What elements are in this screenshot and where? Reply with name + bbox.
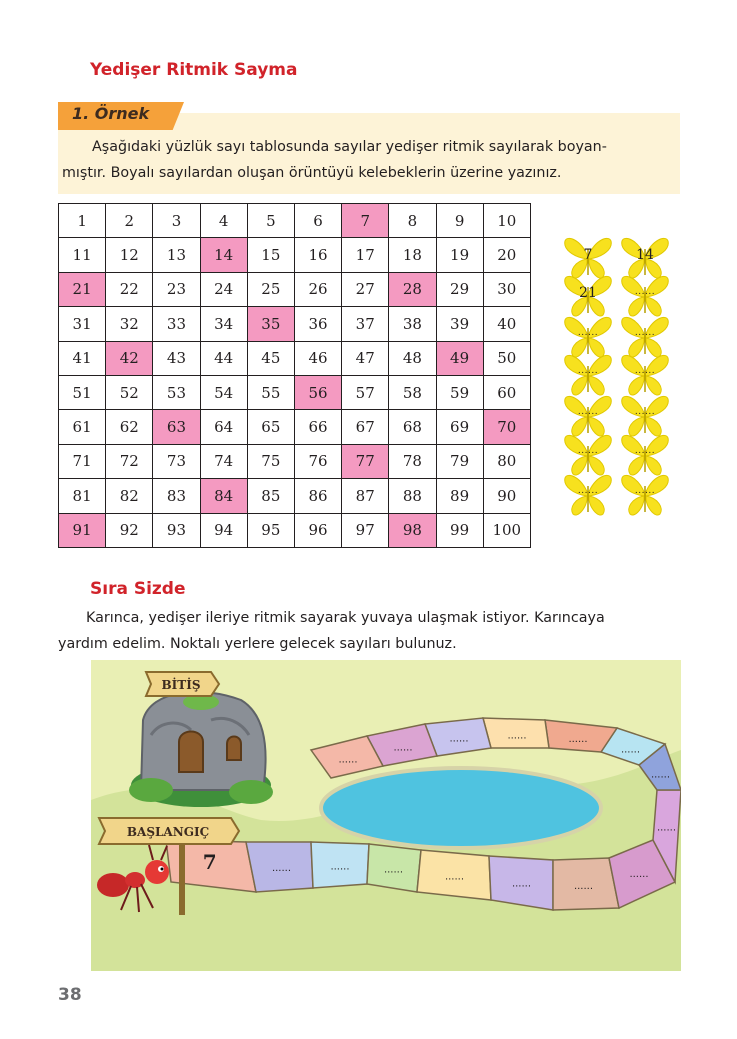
butterfly-value: ...... [634,328,656,338]
table-cell: 54 [200,375,247,409]
butterfly-value: ...... [634,446,656,456]
path-tile-value: ...... [568,734,588,745]
highlighted-cell: 77 [342,444,389,478]
table-cell: 19 [436,238,483,272]
table-cell: 44 [200,341,247,375]
table-cell: 83 [153,479,200,513]
table-cell: 85 [247,479,294,513]
table-cell: 61 [59,410,106,444]
butterfly [563,352,613,398]
table-cell: 86 [294,479,341,513]
table-cell: 97 [342,513,389,547]
table-cell: 95 [247,513,294,547]
table-row [59,238,531,272]
table-cell: 15 [247,238,294,272]
cave-home [129,692,273,807]
table-cell: 74 [200,444,247,478]
butterfly-value: 21 [579,285,597,301]
table-cell: 65 [247,410,294,444]
table-cell: 31 [59,307,106,341]
table-cell: 69 [436,410,483,444]
butterfly-value: ...... [634,407,656,417]
table-cell: 64 [200,410,247,444]
example-line-1: Aşağıdaki yüzlük sayı tablosunda sayılar yedişer ritmik sayılarak boyan- [92,139,607,155]
table-cell: 33 [153,307,200,341]
table-cell: 72 [106,444,153,478]
hundred-table [58,203,531,548]
table-cell: 26 [294,272,341,306]
path-tile-value: ...... [629,869,649,880]
table-cell: 94 [200,513,247,547]
highlighted-cell: 91 [59,513,106,547]
activity-line-2: yardım edelim. Noktalı yerlere gelecek sayıları bulunuz. [58,636,457,652]
example-line-2: mıştır. Boyalı sayılardan oluşan örüntüyü kelebeklerin üzerine yazınız. [62,165,562,181]
path-tile-value: ...... [620,744,641,756]
table-cell: 20 [483,238,530,272]
table-cell: 81 [59,479,106,513]
ant-game-board [91,660,681,971]
table-cell: 79 [436,444,483,478]
table-cell: 39 [436,307,483,341]
path-tile-value: ...... [507,730,527,742]
path-tile-value: ...... [656,822,677,834]
table-cell: 67 [342,410,389,444]
table-cell: 3 [153,204,200,238]
table-cell: 75 [247,444,294,478]
table-cell: 24 [200,272,247,306]
table-cell: 48 [389,341,436,375]
table-cell: 11 [59,238,106,272]
table-cell: 12 [106,238,153,272]
path-tile-value: 7 [202,850,217,874]
highlighted-cell: 14 [200,238,247,272]
table-row [59,513,531,547]
table-cell: 53 [153,375,200,409]
butterfly-value: ...... [577,486,599,496]
table-cell: 80 [483,444,530,478]
table-cell: 92 [106,513,153,547]
butterfly-value: ...... [634,366,656,376]
butterfly-value: ...... [577,446,599,456]
table-cell: 87 [342,479,389,513]
table-cell: 25 [247,272,294,306]
table-cell: 51 [59,375,106,409]
activity-line-1: Karınca, yedişer ileriye ritmik sayarak yuvaya ulaşmak istiyor. Karıncaya [86,610,605,626]
path-tile-value: ...... [330,861,350,873]
table-cell: 89 [436,479,483,513]
table-cell: 10 [483,204,530,238]
table-cell: 22 [106,272,153,306]
table-cell: 18 [389,238,436,272]
table-cell: 9 [436,204,483,238]
finish-sign-label: BİTİŞ [161,678,201,692]
path-tile-value: ...... [271,863,292,874]
butterfly [563,273,613,319]
table-cell: 55 [247,375,294,409]
path-tile-value: ...... [449,733,469,745]
table-cell: 43 [153,341,200,375]
table-cell: 82 [106,479,153,513]
activity-title: Sıra Sizde [90,579,186,599]
table-cell: 27 [342,272,389,306]
table-cell: 68 [389,410,436,444]
table-row [59,272,531,306]
table-row [59,410,531,444]
butterfly [620,352,670,398]
table-cell: 96 [294,513,341,547]
table-cell: 58 [389,375,436,409]
table-row [59,444,531,478]
table-row [59,341,531,375]
table-cell: 78 [389,444,436,478]
table-cell: 62 [106,410,153,444]
start-sign-label: BAŞLANGIÇ [126,825,210,839]
butterfly-value: 7 [583,247,593,263]
highlighted-cell: 84 [200,479,247,513]
page-number: 38 [58,985,82,1005]
table-cell: 57 [342,375,389,409]
table-row [59,479,531,513]
table-cell: 88 [389,479,436,513]
butterfly-value: ...... [634,287,656,297]
path-tile-value: ...... [383,864,404,876]
table-cell: 59 [436,375,483,409]
table-cell: 13 [153,238,200,272]
highlighted-cell: 63 [153,410,200,444]
table-row [59,307,531,341]
butterfly [563,472,613,518]
table-row [59,375,531,409]
highlighted-cell: 28 [389,272,436,306]
table-cell: 6 [294,204,341,238]
table-cell: 5 [247,204,294,238]
butterfly [620,273,670,319]
table-cell: 100 [483,513,530,547]
table-cell: 38 [389,307,436,341]
path-tile-value: ...... [511,878,532,890]
highlighted-cell: 49 [436,341,483,375]
table-cell: 73 [153,444,200,478]
butterfly-value: ...... [634,486,656,496]
pond [321,768,601,848]
finish-sign [146,672,219,696]
table-cell: 47 [342,341,389,375]
table-cell: 30 [483,272,530,306]
table-cell: 8 [389,204,436,238]
table-cell: 34 [200,307,247,341]
table-cell: 4 [200,204,247,238]
butterfly-value: ...... [577,366,599,376]
highlighted-cell: 70 [483,410,530,444]
table-cell: 40 [483,307,530,341]
path-tile-value: ...... [393,742,413,754]
table-cell: 1 [59,204,106,238]
table-cell: 99 [436,513,483,547]
table-cell: 23 [153,272,200,306]
table-cell: 76 [294,444,341,478]
table-cell: 2 [106,204,153,238]
highlighted-cell: 98 [389,513,436,547]
example-tag-label: 1. Örnek [72,104,150,123]
highlighted-cell: 7 [342,204,389,238]
table-cell: 41 [59,341,106,375]
table-cell: 32 [106,307,153,341]
table-cell: 46 [294,341,341,375]
path-tile-value: ...... [444,871,465,883]
table-cell: 17 [342,238,389,272]
table-cell: 29 [436,272,483,306]
table-cell: 90 [483,479,530,513]
table-cell: 93 [153,513,200,547]
highlighted-cell: 42 [106,341,153,375]
table-cell: 60 [483,375,530,409]
table-cell: 52 [106,375,153,409]
example-instructions [62,134,676,186]
path-tile-value: ...... [573,881,594,892]
table-cell: 45 [247,341,294,375]
butterfly-value: ...... [577,407,599,417]
table-row [59,204,531,238]
table-cell: 50 [483,341,530,375]
path-tile-value: ...... [650,769,671,781]
table-cell: 71 [59,444,106,478]
table-cell: 36 [294,307,341,341]
table-cell: 37 [342,307,389,341]
butterfly [620,472,670,518]
section-title: Yedişer Ritmik Sayma [90,60,298,80]
table-cell: 16 [294,238,341,272]
activity-instructions [58,605,682,657]
path-tile-value: ...... [338,754,358,766]
highlighted-cell: 21 [59,272,106,306]
table-cell: 66 [294,410,341,444]
butterfly-value: 14 [636,247,654,263]
butterfly-value: ...... [577,328,599,338]
highlighted-cell: 56 [294,375,341,409]
highlighted-cell: 35 [247,307,294,341]
